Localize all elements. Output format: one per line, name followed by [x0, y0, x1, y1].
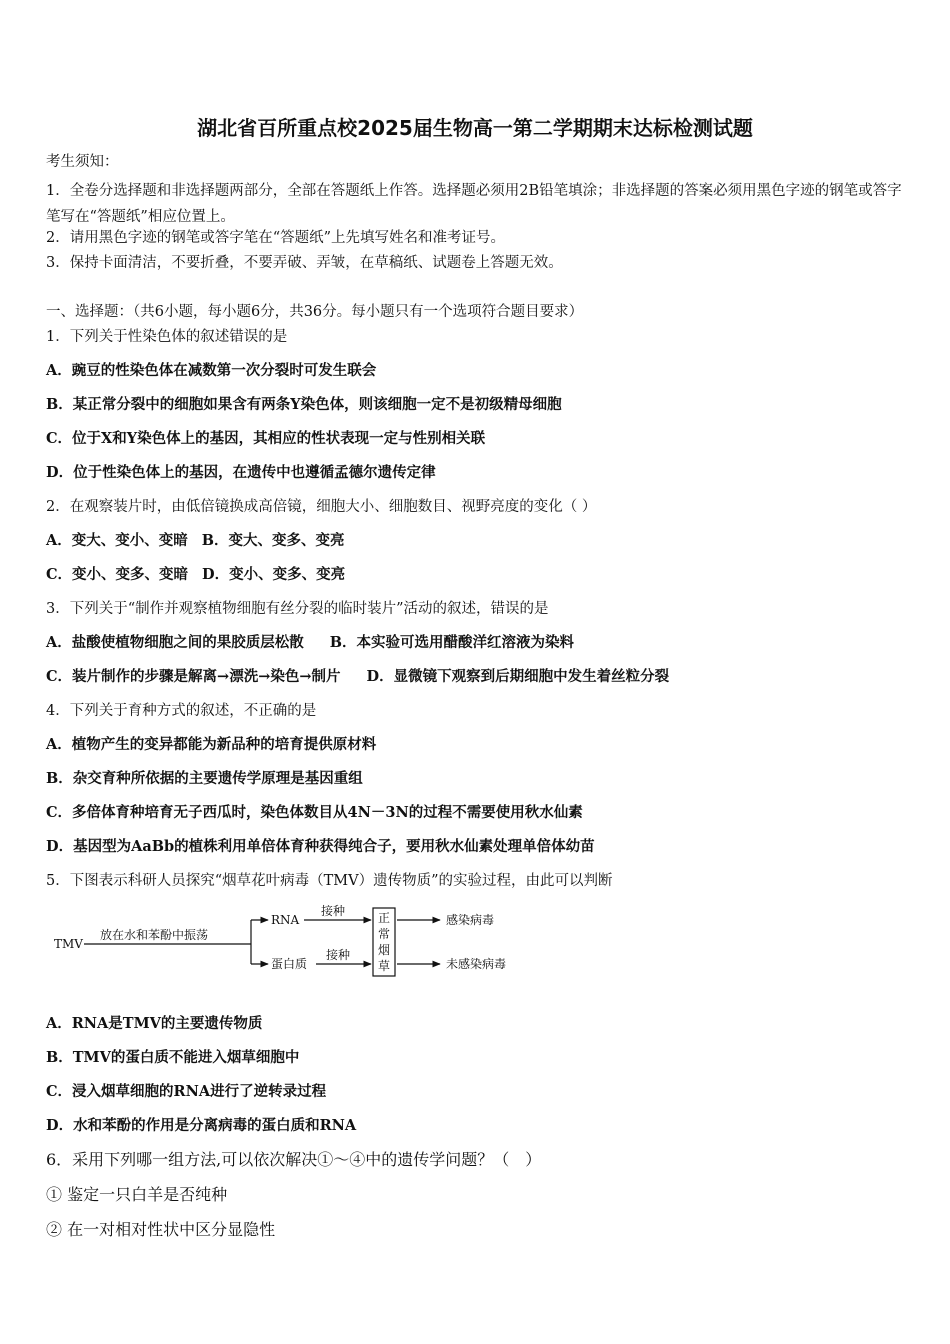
q3-options-ab	[46, 633, 574, 653]
q2-stem: 2．在观察装片时，由低倍镜换成高倍镜，细胞大小、细胞数目、视野亮度的变化（ ）	[46, 499, 597, 515]
q4-option-b[interactable]: B．杂交育种所依据的主要遗传学原理是基因重组	[46, 770, 363, 787]
diagram-plant-char-1: 正	[378, 911, 391, 925]
q4-option-d[interactable]: D．基因型为AaBb的植株利用单倍体育种获得纯合子，要用秋水仙素处理单倍体幼苗	[46, 838, 595, 855]
tmv-experiment-diagram	[46, 900, 526, 982]
q1-option-d[interactable]: D．位于性染色体上的基因，在遗传中也遵循孟德尔遗传定律	[46, 464, 436, 481]
diagram-tmv-label: TMV	[54, 937, 83, 951]
q1-stem: 1．下列关于性染色体的叙述错误的是	[46, 329, 288, 345]
q2-option-c[interactable]: C．变小、变多、变暗	[46, 566, 189, 583]
q6-stem: 6．采用下列哪一组方法,可以依次解决①～④中的遗传学问题？（ ）	[46, 1150, 542, 1169]
diagram-result-bottom: 未感染病毒	[446, 957, 507, 971]
q6-item-2: ② 在一对相对性状中区分显隐性	[46, 1220, 276, 1239]
q4-stem: 4．下列关于育种方式的叙述，不正确的是	[46, 703, 317, 719]
notice-heading: 考生须知：	[46, 154, 119, 170]
q3-stem: 3．下列关于“制作并观察植物细胞有丝分裂的临时装片”活动的叙述，错误的是	[46, 601, 549, 617]
diagram-plant-char-2: 常	[378, 927, 391, 941]
q2-option-a[interactable]: A．变大、变小、变暗	[46, 532, 188, 549]
diagram-rna-label: RNA	[271, 913, 300, 927]
diagram-inoculate-bottom: 接种	[326, 948, 351, 962]
q3-option-a[interactable]: A．盐酸使植物细胞之间的果胶质层松散	[46, 634, 304, 651]
q1-option-a[interactable]: A．豌豆的性染色体在减数第一次分裂时可发生联会	[46, 362, 377, 379]
q2-options-ab	[46, 531, 345, 551]
q1-option-b[interactable]: B．某正常分裂中的细胞如果含有两条Y染色体，则该细胞一定不是初级精母细胞	[46, 396, 562, 413]
diagram-plant-char-4: 草	[378, 959, 391, 973]
notice-item-3: 3．保持卡面清洁，不要折叠，不要弄破、弄皱，在草稿纸、试题卷上答题无效。	[46, 255, 563, 271]
diagram-inoculate-top: 接种	[321, 904, 346, 918]
q1-option-c[interactable]: C．位于X和Y染色体上的基因，其相应的性状表现一定与性别相关联	[46, 430, 486, 447]
q5-option-a[interactable]: A．RNA是TMV的主要遗传物质	[46, 1015, 263, 1032]
q5-stem: 5．下图表示科研人员探究“烟草花叶病毒（TMV）遗传物质”的实验过程，由此可以判断	[46, 873, 613, 889]
q3-options-cd	[46, 667, 669, 687]
diagram-step-label: 放在水和苯酚中振荡	[100, 928, 209, 942]
q3-option-c[interactable]: C．装片制作的步骤是解离→漂洗→染色→制片	[46, 668, 341, 685]
notice-item-1: 1．全卷分选择题和非选择题两部分，全部在答题纸上作答。选择题必须用2B铅笔填涂；非选择题的答案必须用黑色字迹的钢笔或答字笔写在“答题纸”相应位置上。	[46, 183, 902, 225]
q3-option-b[interactable]: B．本实验可选用醋酸洋红溶液为染料	[329, 634, 575, 651]
q4-option-c[interactable]: C．多倍体育种培育无子西瓜时，染色体数目从4N－3N的过程不需要使用秋水仙素	[46, 804, 583, 821]
diagram-plant-char-3: 烟	[378, 943, 391, 957]
section-heading: 一、选择题：（共6小题，每小题6分，共36分。每小题只有一个选项符合题目要求）	[46, 304, 584, 320]
q5-option-b[interactable]: B．TMV的蛋白质不能进入烟草细胞中	[46, 1049, 300, 1066]
diagram-result-top: 感染病毒	[446, 913, 495, 927]
q2-options-cd	[46, 565, 345, 585]
q5-option-d[interactable]: D．水和苯酚的作用是分离病毒的蛋白质和RNA	[46, 1117, 357, 1134]
notice-item-2: 2．请用黑色字迹的钢笔或答字笔在“答题纸”上先填写姓名和准考证号。	[46, 230, 506, 246]
q3-option-d[interactable]: D．显微镜下观察到后期细胞中发生着丝粒分裂	[366, 668, 670, 685]
q4-option-a[interactable]: A．植物产生的变异都能为新品种的培育提供原材料	[46, 736, 377, 753]
q5-option-c[interactable]: C．浸入烟草细胞的RNA进行了逆转录过程	[46, 1083, 327, 1100]
q6-item-1: ① 鉴定一只白羊是否纯种	[46, 1185, 228, 1204]
diagram-protein-label: 蛋白质	[271, 957, 308, 971]
q2-option-b[interactable]: B．变大、变多、变亮	[201, 532, 345, 549]
page-title: 湖北省百所重点校2025届生物高一第二学期期末达标检测试题	[197, 116, 753, 140]
q2-option-d[interactable]: D．变小、变多、变亮	[202, 566, 346, 583]
